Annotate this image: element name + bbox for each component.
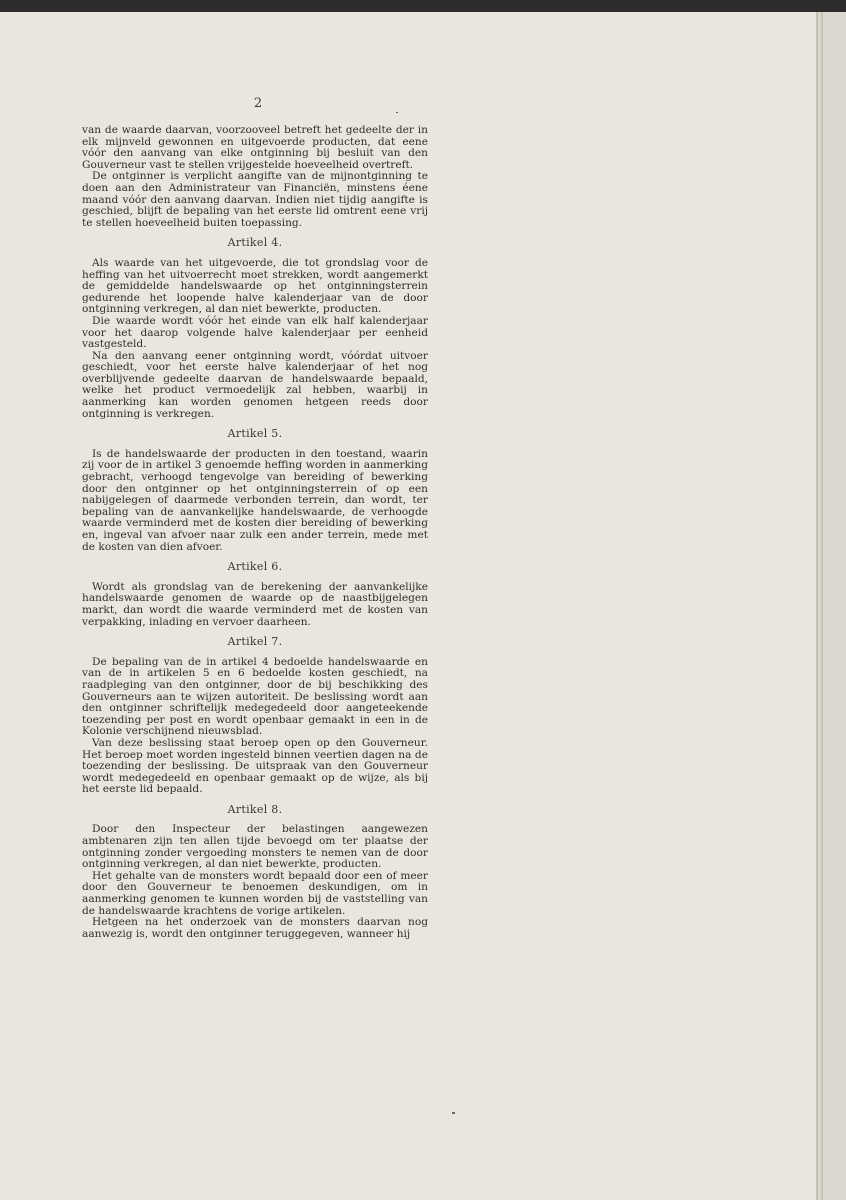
article-6 xyxy=(82,561,428,628)
article-heading: Artikel 5. xyxy=(227,427,283,441)
article-paragraph: De bepaling van de in artikel 4 bedoelde handelswaarde en van de in artikelen 5 en 6 bedoelde kosten geschiedt, na raadpleging van den ontginner, door de bij beschikking des Gouverneurs aan te wijzen autoriteit. De beslissing wordt aan den ontginner schriftelijk medegedeeld door aangeteekende toezending per post en wordt openbaar gemaakt in een in de Kolonie verschijnend nieuwsblad. xyxy=(82,655,428,738)
article-paragraph: Wordt als grondslag van de berekening der aanvankelijke handelswaarde genomen de waarde op de naastbijgelegen markt, dan wordt die waarde verminderd met de kosten van verpakking, inlading en vervoer daarheen. xyxy=(82,580,428,628)
document-body xyxy=(82,125,428,940)
intro-paragraph: van de waarde daarvan, voorzooveel betreft het gedeelte der in elk mijnveld gewonnen en uitgevoerde producten, dat eene vóór den aanvang van elke ontginning bij besluit van den Gouverneur vast te stellen vrijgestelde hoeveelheid overtreft. xyxy=(82,124,428,171)
article-paragraph: Door den Inspecteur der belastingen aangewezen ambtenaren zijn ten allen tijde bevoegd om ter plaatse der ontginning zonder vergoeding monsters te nemen van de door ontginning verkregen, al dan niet bewerkte, producten. xyxy=(82,823,428,871)
article-paragraph: Is de handelswaarde der producten in den toestand, waarin zij voor de in artikel 3 genoemde heffing worden in aanmerking gebracht, verhoogd tengevolge van bereiding of bewerking door den ontginner op het ontginningsterrein of op een nabijgelegen of daarmede verbonden terrein, dan wordt, ter bepaling van de aanvankelijke handelswaarde, de verhoogde waarde verminderd met de kosten dier bereiding of bewerking en, ingeval van afvoer naar zulk een ander terrein, mede met de kosten van dien afvoer. xyxy=(82,447,428,553)
article-heading: Artikel 4. xyxy=(227,236,283,250)
article-4 xyxy=(82,237,428,420)
article-paragraph: Het gehalte van de monsters wordt bepaald door een of meer door den Gouverneur te benoemen deskundigen, om in aanmerking genomen te kunnen worden bij de vaststelling van de handelswaarde krachtens de vorige artikelen. xyxy=(82,869,428,917)
article-paragraph: Die waarde wordt vóór het einde van elk half kalenderjaar voor het daarop volgende halve kalenderjaar per eenheid vastgesteld. xyxy=(82,314,428,351)
paper-speck xyxy=(396,112,398,113)
article-paragraph: Van deze beslissing staat beroep open op den Gouverneur. Het beroep moet worden ingesteld binnen veertien dagen na de toezending der beslissing. De uitspraak van den Gouverneur wordt medegedeeld en openbaar gemaakt op de wijze, als bij het eerste lid bepaald. xyxy=(82,736,428,796)
intro-paragraph: De ontginner is verplicht aangifte van de mijnontginning te doen aan den Administrateur van Financiën, minstens éene maand vóór den aanvang daarvan. Indien niet tijdig aangifte is geschied, blijft de bepaling van het eerste lid omtrent eene vrij te stellen hoeveelheid buiten toepassing. xyxy=(82,170,428,229)
article-8 xyxy=(82,804,428,941)
page-number: 2 xyxy=(253,96,263,111)
article-paragraph: Hetgeen na het onderzoek van de monsters daarvan nog aanwezig is, wordt den ontginner teruggegeven, wanneer hij xyxy=(82,916,428,940)
article-heading: Artikel 7. xyxy=(227,635,283,649)
article-heading: Artikel 6. xyxy=(227,560,283,574)
article-5 xyxy=(82,428,428,553)
article-paragraph: Na den aanvang eener ontginning wordt, vóórdat uitvoer geschiedt, voor het eerste halve kalenderjaar of het nog overblijvende gedeelte daarvan de handelswaarde bepaald, welke het product vermoedelijk zal hebben, waarbij in aanmerking kan worden genomen hetgeen reeds door ontginning is verkregen. xyxy=(82,349,428,420)
paper-speck xyxy=(452,1112,455,1114)
page-edge-line xyxy=(821,12,823,1200)
article-paragraph: Als waarde van het uitgevoerde, die tot grondslag voor de heffing van het uitvoerrecht moet strekken, wordt aangemerkt de gemiddelde handelswaarde op het ontginningsterrein gedurende het loopende halve kalenderjaar van de door ontginning verkregen, al dan niet bewerkte, producten. xyxy=(82,256,428,316)
article-7 xyxy=(82,636,428,796)
article-heading: Artikel 8. xyxy=(227,802,283,816)
